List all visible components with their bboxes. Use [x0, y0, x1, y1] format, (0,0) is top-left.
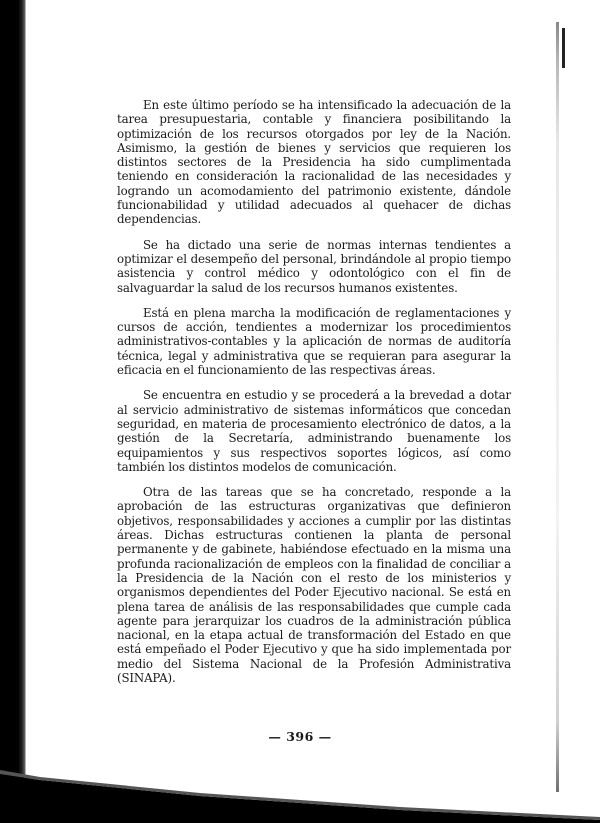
scan-border-left	[0, 0, 26, 823]
scan-border-right	[556, 22, 559, 792]
paragraph: En este último período se ha intensificado la adecuación de la tarea presupuestaria, contable y financiera posibilitando la optimización de los recursos otorgados por ley de la Nación. Asimismo, la gestión de bienes y servicios que requieren los distintos sectores de la Presidencia ha sido cumplimentada teniendo en consideración la racionalidad de las necesidades y logrando un acomodamiento del patrimonio existente, dándole funcionabilidad y utilidad adecuados al quehacer de dichas dependencias.	[117, 98, 511, 227]
body-text	[117, 98, 511, 696]
page-number: — 396 —	[268, 729, 332, 744]
paragraph: Otra de las tareas que se ha concretado, responde a la aprobación de las estructuras organizativas que definieron objetivos, responsabilidades y acciones a cumplir por las distintas áreas. Dichas estructuras contienen la planta de personal permanente y de gabinete, habiéndose efectuado en la misma una profunda racionalización de empleos con la finalidad de conciliar a la Presidencia de la Nación con el resto de los ministerios y organismos dependientes del Poder Ejecutivo nacional. Se está en plena tarea de análisis de las responsabilidades que cumple cada agente para jerarquizar los cuadros de la administración pública nacional, en la etapa actual de transformación del Estado en que está empeñado el Poder Ejecutivo y que ha sido implementada por medio del Sistema Nacional de la Profesión Administrativa (SINAPA).	[117, 485, 511, 685]
scan-edge-mark	[562, 28, 565, 68]
paragraph: Se encuentra en estudio y se procederá a la brevedad a dotar al servicio administrativo de sistemas informáticos que concedan seguridad, en materia de procesamiento electrónico de datos, a la gestión de la Secretaría, administrando buenamente los equipamientos y sus respectivos soportes lógicos, así como también los distintos modelos de comunicación.	[117, 388, 511, 474]
paragraph: Se ha dictado una serie de normas internas tendientes a optimizar el desempeño del personal, brindándole al propio tiempo asistencia y control médico y odontológico con el fin de salvaguardar la salud de los recursos humanos existentes.	[117, 237, 511, 295]
scan-border-bottom	[0, 740, 600, 823]
paragraph: Está en plena marcha la modificación de reglamentaciones y cursos de acción, tendientes a modernizar los procedimientos administrativos-contables y la aplicación de normas de auditoría técnica, legal y administrativa que se requieran para asegurar la eficacia en el funcionamiento de las respectivas áreas.	[117, 305, 511, 378]
